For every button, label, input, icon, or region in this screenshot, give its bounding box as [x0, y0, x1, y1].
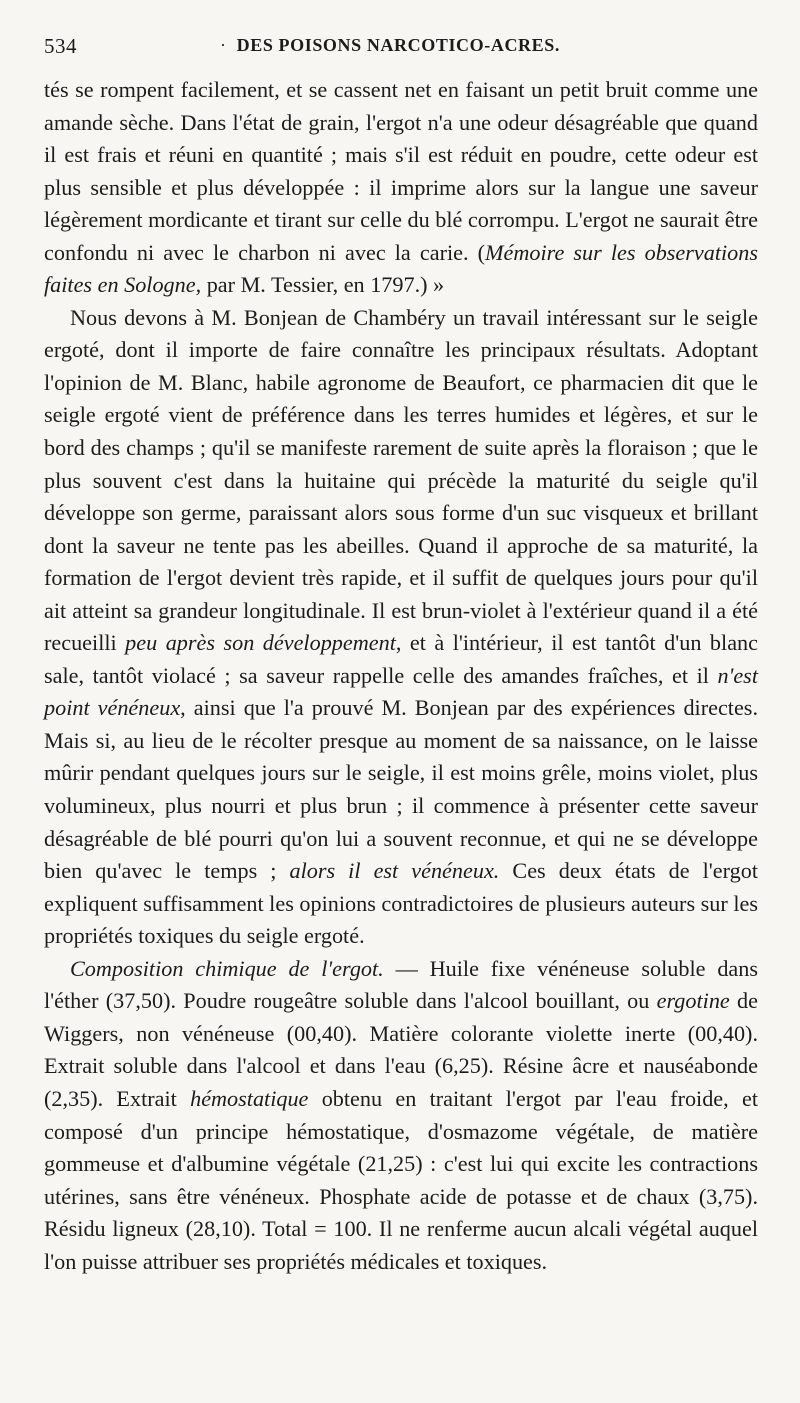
paragraph-2-text-g: Ces deux états de l'ergot expliquent suffisamment les opinions contradictoires de plusieurs auteurs sur les propriétés toxiques du seigle ergoté. [44, 858, 758, 949]
paragraph-1-text-c: par M. Tessier, en 1797.) » [201, 272, 445, 298]
paragraph-2-italic-d: n'est point vénéneux [44, 662, 758, 721]
paragraph-3-italic-e: hémostatique [190, 1085, 309, 1111]
paragraph-1-text-a: tés se rompent facilement, et se cassent net en faisant un petit bruit comme une amande sèche. Dans l'état de grain, l'ergot n'a une odeur désagréable que quand il est frais et réuni en quantité ; mais s'il est réduit en poudre, cette odeur est plus sensible et plus développée : il imprime alors sur la langue une saveur légèrement mordicante et tirant sur celle du blé corrompu. L'ergot ne saurait être confondu ni avec le charbon ni avec la carie. ( [44, 77, 758, 265]
book-page [44, 34, 758, 1278]
paragraph-2 [44, 302, 758, 953]
running-title [220, 35, 560, 56]
paragraph-2-text-a: Nous devons à M. Bonjean de Chambéry un travail intéressant sur le seigle ergoté, dont il importe de faire connaître les principaux résultats. Adoptant l'opinion de M. Blanc, habile agronome de Beaufort, ce pharmacien dit que le seigle ergoté vient de préférence dans les terres humides et légères, et sur le bord des champs ; qu'il se manifeste rarement de suite après la floraison ; que le plus souvent c'est dans la huitaine qui précède la maturité du seigle qu'il développe son germe, paraissant alors sous forme d'un suc visqueux et brillant dont la saveur ne tente pas les abeilles. Quand il approche de sa maturité, la formation de l'ergot devient très rapide, et il suffit de quelques jours pour qu'il ait atteint sa grandeur longitudinale. Il est brun-violet à l'extérieur quand il a été recueilli [44, 304, 758, 656]
running-head [44, 34, 758, 64]
paragraph-1 [44, 74, 758, 302]
paragraph-2-italic-f: alors il est vénéneux. [289, 858, 500, 884]
paragraph-3-text-d: de Wiggers, non vénéneuse (00,40). Matière colorante violette inerte (00,40). Extrait soluble dans l'alcool et dans l'eau (6,25). Résine âcre et nauséabonde (2,35). Extrait [44, 988, 758, 1111]
paragraph-3 [44, 953, 758, 1278]
paragraph-3-text-f: obtenu en traitant l'ergot par l'eau froide, et composé d'un principe hémostatique, d'osmazome végétale, de matière gommeuse et d'albumine végétale (21,25) : c'est lui qui excite les contractions utérines, sans être vénéneux. Phosphate acide de potasse et de chaux (3,75). Résidu ligneux (28,10). Total = 100. Il ne renferme aucun alcali végétal auquel l'on puisse attribuer ses propriétés médicales et toxiques. [44, 1085, 758, 1274]
paragraph-2-text-e: , ainsi que l'a prouvé M. Bonjean par des expériences directes. Mais si, au lieu de le récolter presque au moment de sa naissance, on le laisse mûrir pendant quelques jours sur le seigle, il est moins grêle, moins violet, plus volumineux, plus nourri et plus brun ; il commence à présenter cette saveur désagréable de blé pourri qu'on lui a souvent reconnue, et qui ne se développe bien qu'avec le temps ; [44, 695, 758, 884]
paragraph-2-text-c: , et à l'intérieur, il est tantôt d'un blanc sale, tantôt violacé ; sa saveur rappelle celle des amandes fraîches, et il [44, 630, 758, 688]
paragraph-3-italic-c: ergotine [656, 988, 730, 1014]
paragraph-3-text-b: — Huile fixe vénéneuse soluble dans l'éther (37,50). Poudre rougeâtre soluble dans l'alcool bouillant, ou [44, 955, 759, 1014]
body-text [44, 74, 758, 1278]
paragraph-3-heading: Composition chimique de l'ergot. [70, 955, 384, 981]
paragraph-1-citation: Mémoire sur les observations faites en Sologne, [44, 239, 758, 298]
title-separator: · [220, 35, 227, 55]
running-title-text: DES POISONS NARCOTICO-ACRES. [236, 35, 560, 55]
page-number: 534 [44, 34, 77, 58]
paragraph-2-italic-b: peu après son développement [125, 630, 396, 656]
